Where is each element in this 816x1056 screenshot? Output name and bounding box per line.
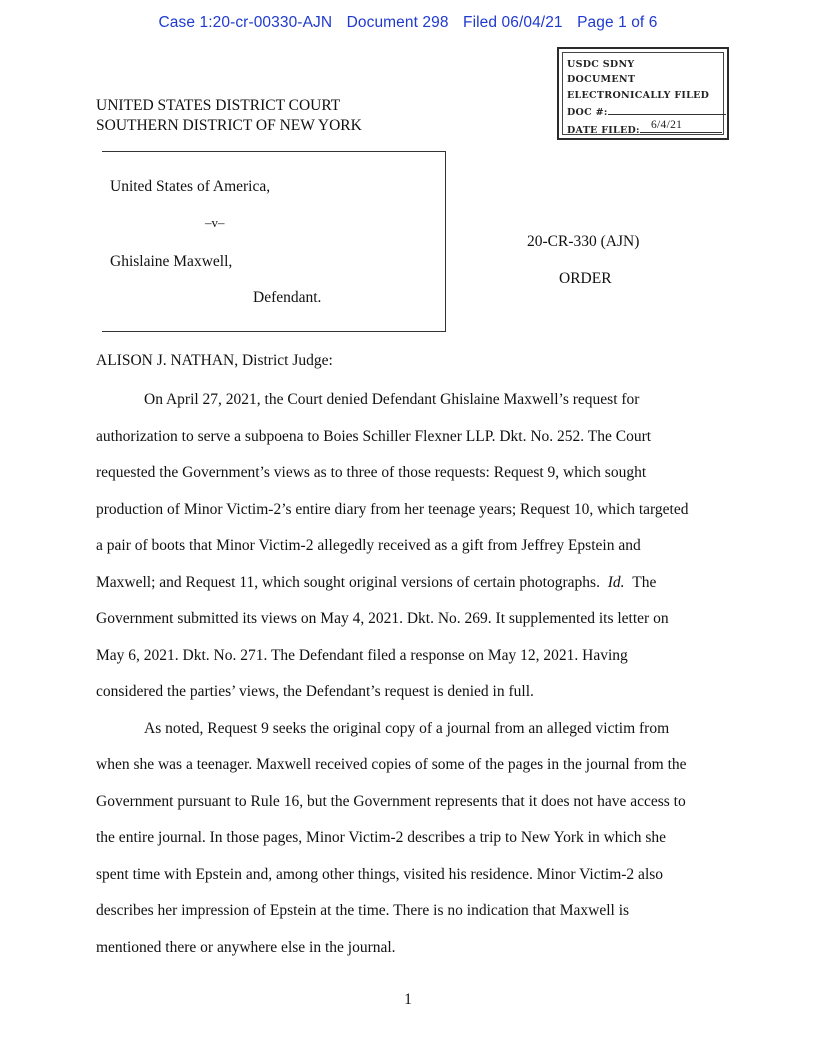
text-line: May 6, 2021. Dkt. No. 271. The Defendant filed a response on May 12, 2021. Having: [96, 646, 628, 664]
stamp-line-doc-number: [567, 103, 723, 120]
text-line: describes her impression of Epstein at the time. There is no indication that Maxwell is: [96, 902, 630, 919]
order-body: [96, 382, 720, 966]
text-line: production of Minor Victim-2’s entire diary from her teenage years; Request 10, which targeted: [96, 500, 689, 518]
stamp-line-usdc: USDC SDNY: [567, 59, 635, 70]
text-line: spent time with Epstein and, among other things, visited his residence. Minor Victim-2 also: [96, 865, 664, 883]
filing-stamp: [557, 47, 729, 140]
case-caption: [102, 151, 446, 332]
stamp-date-label: DATE FILED:: [567, 124, 640, 136]
court-heading: [96, 96, 362, 136]
text-line: requested the Government’s views as to three of those requests: Request 9, which sought: [96, 464, 647, 481]
court-district: SOUTHERN DISTRICT OF NEW YORK: [96, 117, 362, 134]
text-line: [96, 565, 720, 602]
stamp-line-date-filed: [567, 118, 723, 138]
ecf-header: [0, 14, 816, 32]
text-line: Government pursuant to Rule 16, but the Government represents that it does not have access to: [96, 792, 686, 810]
text-line: On April 27, 2021, the Court denied Defendant Ghislaine Maxwell’s request for: [144, 391, 640, 408]
caption-plaintiff: United States of America,: [110, 178, 271, 195]
stamp-doc-blank: [608, 103, 726, 115]
paragraph-2: [96, 711, 720, 967]
stamp-line-electronically-filed: ELECTRONICALLY FILED: [567, 89, 710, 101]
case-number: 20-CR-330 (AJN): [527, 233, 640, 250]
id-citation: Id.: [607, 573, 625, 591]
text-line: the entire journal. In those pages, Minor Victim-2 describes a trip to New York in which she: [96, 829, 667, 846]
judge-line: ALISON J. NATHAN, District Judge:: [96, 352, 333, 369]
text-line: considered the parties’ views, the Defendant’s request is denied in full.: [96, 683, 534, 700]
text-line: when she was a teenager. Maxwell received copies of some of the pages in the journal from the: [96, 756, 687, 773]
text-line: a pair of boots that Minor Victim-2 allegedly received as a gift from Jeffrey Epstein and: [96, 537, 641, 554]
court-name: UNITED STATES DISTRICT COURT: [96, 97, 341, 114]
document-type: ORDER: [559, 270, 612, 287]
text-line: authorization to serve a subpoena to Boies Schiller Flexner LLP. Dkt. No. 252. The Court: [96, 427, 652, 445]
text-segment: The: [632, 573, 657, 591]
stamp-date-value: 6/4/21: [651, 118, 683, 131]
case-number-header: Case 1:20-cr-00330-AJN: [158, 14, 333, 31]
stamp-line-document: DOCUMENT: [567, 74, 636, 86]
caption-defendant-label: Defendant.: [253, 289, 322, 306]
caption-versus: –v–: [205, 215, 225, 230]
text-segment: Maxwell; and Request 11, which sought original versions of certain photographs.: [96, 573, 600, 591]
page-number: 1: [404, 991, 412, 1008]
page-count-header: Page 1 of 6: [577, 14, 658, 31]
text-line: mentioned there or anywhere else in the journal.: [96, 938, 396, 956]
caption-defendant-name: Ghislaine Maxwell,: [110, 253, 233, 270]
document-number-header: Document 298: [346, 14, 449, 31]
paragraph-1: [96, 382, 720, 711]
text-line: As noted, Request 9 seeks the original copy of a journal from an alleged victim from: [144, 719, 670, 737]
filed-date-header: Filed 06/04/21: [463, 14, 563, 31]
stamp-doc-label: DOC #:: [567, 107, 608, 119]
text-line: Government submitted its views on May 4, 2021. Dkt. No. 269. It supplemented its letter on: [96, 610, 669, 627]
